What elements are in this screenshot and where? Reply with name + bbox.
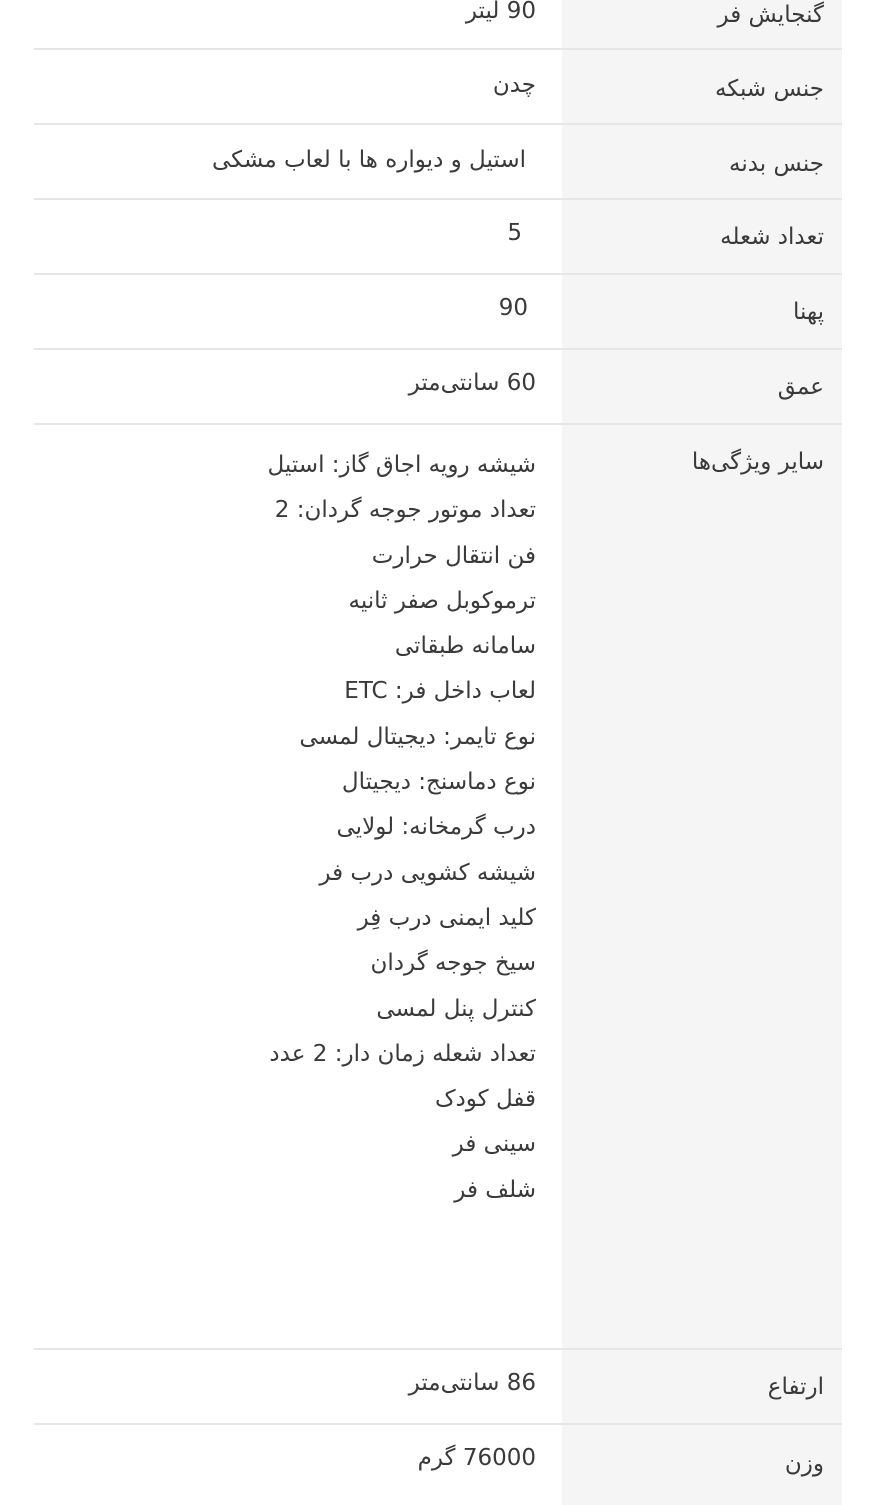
spec-label: تعداد شعله [720, 224, 824, 250]
spec-label: جنس شبکه [714, 76, 824, 102]
spec-label: عمق [777, 374, 824, 400]
feature-item: سینی فر [452, 1131, 536, 1158]
spec-label-cell [562, 275, 842, 348]
spec-label-cell [562, 350, 842, 423]
feature-item: تعداد شعله زمان دار: 2 عدد [269, 1040, 536, 1067]
spec-value: 60 سانتی‌متر [408, 370, 536, 396]
spec-label: وزن [784, 1451, 824, 1477]
spec-row-weight [34, 1425, 842, 1505]
feature-item: لعاب داخل فر: ETC [344, 678, 536, 705]
spec-label-cell [562, 1350, 842, 1423]
feature-item: شیشه کشویی درب فر [319, 859, 536, 886]
spec-label: گنجایش فر [717, 2, 824, 28]
feature-list [268, 443, 537, 1213]
spec-label-cell [562, 125, 842, 198]
spec-table [34, 0, 842, 1500]
spec-label: ارتفاع [767, 1374, 824, 1400]
spec-value: 76000 گرم [417, 1445, 536, 1471]
feature-item: شلف فر [454, 1176, 536, 1203]
spec-value: 5 [507, 220, 522, 246]
spec-label: سایر ویژگی‌ها [691, 449, 824, 475]
spec-row-width [34, 275, 842, 350]
spec-label-cell [562, 1425, 842, 1505]
spec-label-cell [562, 50, 842, 123]
spec-row-oven-capacity [34, 0, 842, 50]
spec-row-height [34, 1350, 842, 1425]
spec-label-cell [562, 0, 842, 48]
feature-item: تعداد موتور جوجه گردان: 2 [274, 497, 536, 524]
feature-item: کلید ایمنی درب فِر [357, 904, 536, 931]
spec-label-cell [562, 425, 842, 1348]
spec-row-burner-count [34, 200, 842, 275]
spec-label-cell [562, 200, 842, 273]
spec-row-grate-material [34, 50, 842, 125]
spec-value: 90 [498, 295, 528, 321]
spec-row-body-material [34, 125, 842, 200]
feature-item: سیخ جوجه گردان [370, 950, 536, 977]
feature-item: نوع تایمر: دیجیتال لمسی [299, 723, 536, 750]
spec-label: جنس بدنه [729, 151, 824, 177]
feature-item: ترموکوبل صفر ثانیه [348, 587, 536, 614]
spec-row-other-features [34, 425, 842, 1350]
feature-item: نوع دماسنج: دیجیتال [341, 769, 536, 796]
feature-item: سامانه طبقاتی [394, 633, 536, 660]
spec-row-depth [34, 350, 842, 425]
feature-item: فن انتقال حرارت [371, 542, 536, 569]
feature-item: قفل کودک [434, 1086, 536, 1113]
spec-label: پهنا [793, 299, 824, 325]
spec-value: چدن [492, 72, 536, 98]
spec-value: استیل و دیواره ها با لعاب مشکی [211, 147, 526, 173]
feature-item: درب گرمخانه: لولایی [336, 814, 536, 841]
spec-value: 90 لیتر [465, 0, 536, 24]
feature-item: شیشه رویه اجاق گاز: استیل [267, 452, 536, 478]
feature-item: کنترل پنل لمسی [376, 995, 536, 1022]
spec-value: 86 سانتی‌متر [408, 1370, 536, 1396]
